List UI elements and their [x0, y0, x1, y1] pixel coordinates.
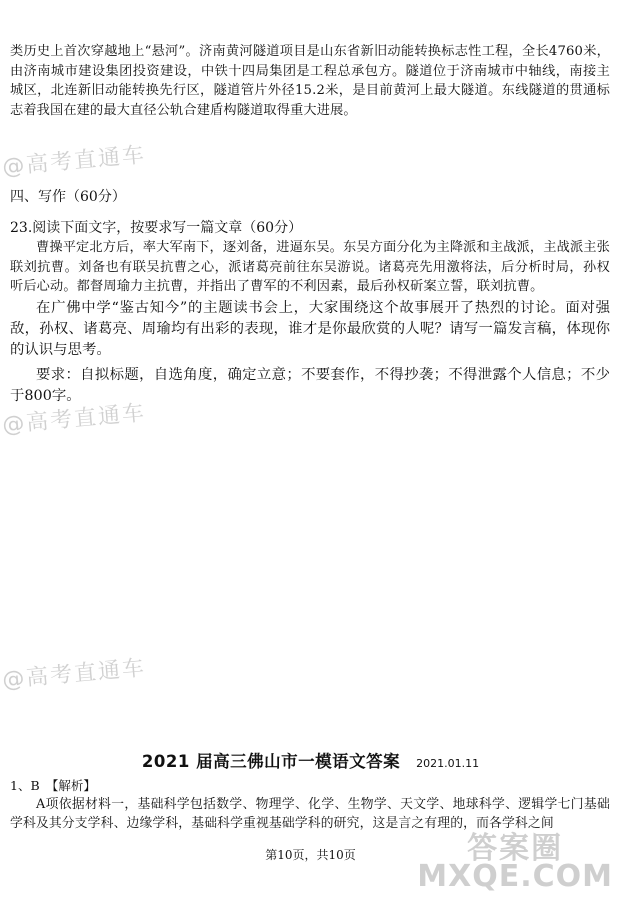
answer-title: 2021 届高三佛山市一模语文答案 — [141, 752, 401, 771]
corner-logo — [417, 831, 613, 894]
question-block — [10, 218, 610, 407]
watermark-1: @高考直通车 — [1, 142, 148, 181]
passage-continuation — [10, 42, 610, 120]
page-footer: 第10页，共10页 — [265, 848, 356, 862]
question-material: 曹操平定北方后，率大军南下，逐刘备，进逼东吴。东吴方面分化为主降派和主战派，主战派主张联刘抗曹。刘备也有联吴抗曹之心，派诸葛亮前往东吴游说。诸葛亮先用激将法，后分析时局，孙权听后心动。都督周瑜力主抗曹，并指出了曹军的不利因素，最后孙权斫案立誓，联刘抗曹。 — [10, 240, 610, 295]
section-heading: 四、写作（60分） — [10, 189, 126, 205]
top-paragraph: 类历史上首次穿越地上“悬河”。济南黄河隧道项目是山东省新旧动能转换标志性工程，全长4760米，由济南城市建设集团投资建设，中铁十四局集团是工程总承包方。隧道位于济南城市中轴线，南接主城区，北连新旧动能转换先行区，隧道管片外径15.2米，是目前黄河上最大隧道。东线隧道的贯通标志着我国在建的最大直径公轨合建盾构隧道取得重大进展。 — [10, 44, 610, 118]
writing-section-heading — [10, 187, 610, 207]
question-heading: 23.阅读下面文字，按要求写一篇文章（60分） — [10, 220, 303, 236]
answer-title-line — [0, 748, 621, 772]
watermark-3: @高考直通车 — [1, 655, 148, 694]
corner-logo-cn: 答案圈 — [467, 831, 564, 866]
question-requirements: 要求：自拟标题，自选角度，确定立意；不要套作，不得抄袭；不得泄露个人信息；不少于800字。 — [10, 366, 610, 404]
answer-1-text: A项依据材料一，基础科学包括数学、物理学、化学、生物学、天文学、地球科学、逻辑学七门基础学科及其分支学科、边缘学科，基础科学重视基础学科的研究，这是言之有理的，而各学科之间 — [10, 797, 610, 831]
watermark-2: @高考直通车 — [1, 400, 148, 439]
answer-block — [10, 776, 610, 833]
answer-1-heading: 1、B 【解析】 — [10, 778, 96, 793]
question-task: 在广佛中学“鉴古知今”的主题读书会上，大家围绕这个故事展开了热烈的讨论。面对强敌，孙权、诸葛亮、周瑜均有出彩的表现，谁才是你最欣赏的人呢？请写一篇发言稿，体现你的认识与思考。 — [10, 299, 610, 358]
corner-logo-en: MXQE.COM — [417, 859, 613, 894]
answer-date: 2021.01.11 — [416, 757, 480, 770]
